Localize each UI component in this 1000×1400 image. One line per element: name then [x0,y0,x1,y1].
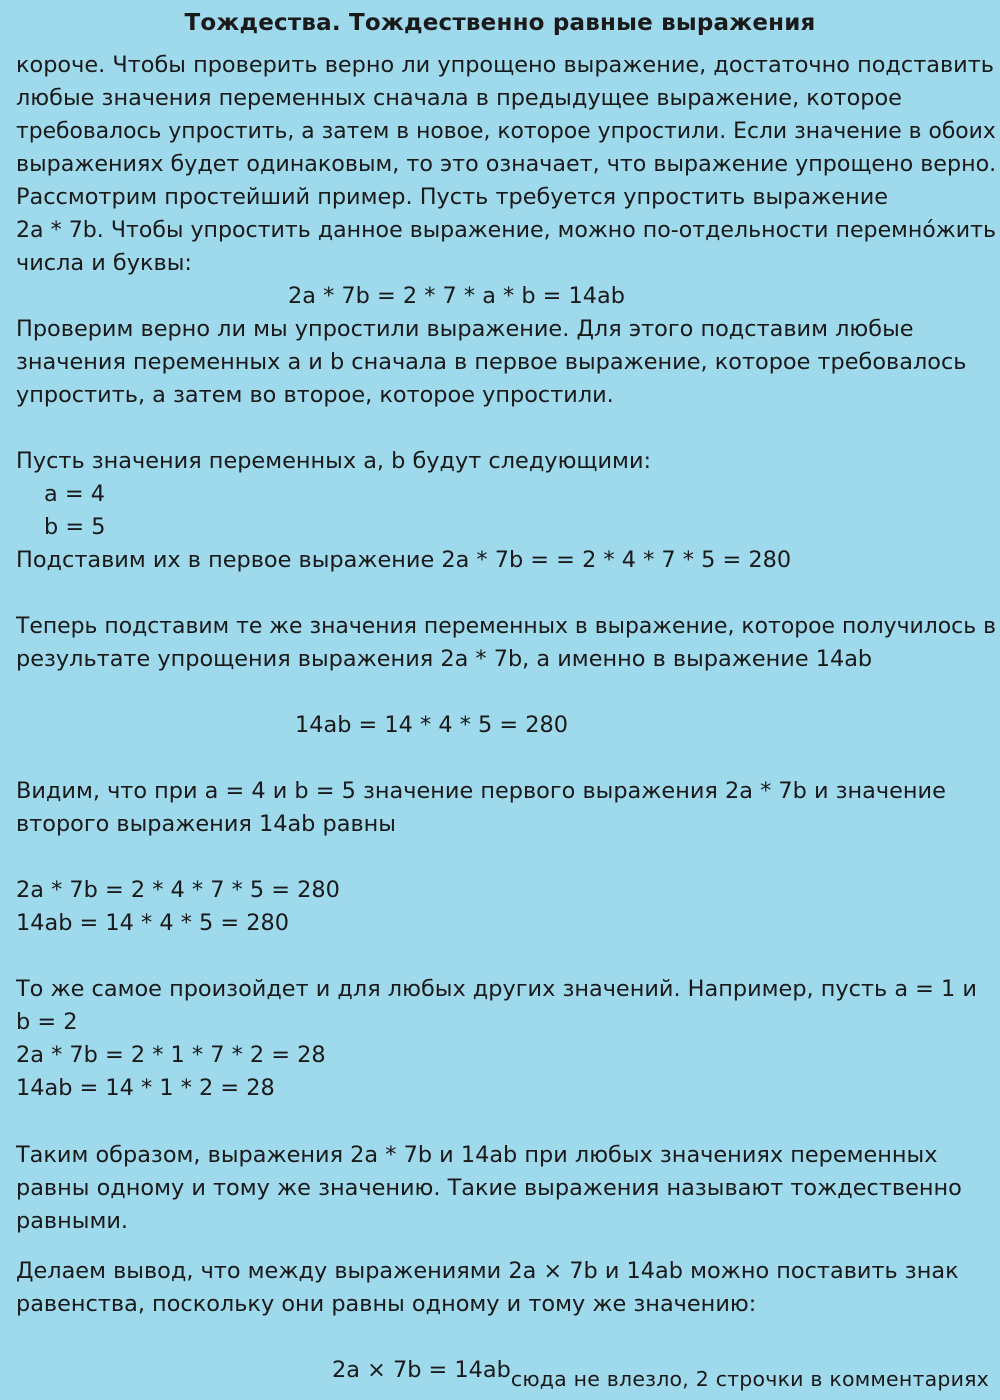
formula-line: 14ab = 14 * 1 * 2 = 28 [16,1075,275,1101]
text-line: Таким образом, выражения 2a * 7b и 14ab при любых значениях переменных [16,1142,938,1168]
text-line: равными. [16,1208,129,1234]
formula-line: 2a * 7b = 2 * 1 * 7 * 2 = 28 [16,1042,326,1068]
text-line: равенства, поскольку они равны одному и тому же значению: [16,1291,757,1317]
text-line: короче. Чтобы проверить верно ли упрощено выражение, достаточно подставить [16,52,994,78]
text-line: То же самое произойдет и для любых других значений. Например, пусть a = 1 и [16,976,977,1002]
text-line: выражениях будет одинаковым, то это означает, что выражение упрощено верно. [16,151,997,177]
text-line: Проверим верно ли мы упростили выражение. Для этого подставим любые [16,316,914,342]
text-line: Делаем вывод, что между выражениями 2a × 7b и 14ab можно поставить знак [16,1258,959,1284]
text-line: результате упрощения выражения 2a * 7b, а именно в выражение 14ab [16,646,873,672]
text-line: Рассмотрим простейший пример. Пусть требуется упростить выражение [16,184,889,210]
formula-line: 2a * 7b = 2 * 7 * a * b = 14ab [288,283,625,309]
formula-line: b = 5 [44,514,106,540]
page-title: Тождества. Тождественно равные выражения [184,10,816,36]
text-line: 2a * 7b. Чтобы упростить данное выражение, можно по-отдельности перемно́жить [16,217,996,243]
text-line: равны одному и тому же значению. Такие выражения называют тождественно [16,1175,962,1201]
text-line: Пусть значения переменных a, b будут следующими: [16,448,652,474]
formula-line: a = 4 [44,481,105,507]
text-line: Видим, что при a = 4 и b = 5 значение первого выражения 2a * 7b и значение [16,778,946,804]
text-line: любые значения переменных сначала в предыдущее выражение, которое [16,85,902,111]
formula-line: 14ab = 14 * 4 * 5 = 280 [16,910,289,936]
text-line: значения переменных a и b сначала в первое выражение, которое требовалось [16,349,967,375]
final-formula [332,1355,989,1391]
text-line: Подставим их в первое выражение 2a * 7b = = 2 * 4 * 7 * 5 = 280 [16,547,792,573]
text-line: упростить, а затем во второе, которое упростили. [16,382,614,408]
final-equation: 2a × 7b = 14ab [332,1357,511,1383]
formula-line: 14ab = 14 * 4 * 5 = 280 [295,712,568,738]
text-line: Теперь подставим те же значения переменных в выражение, которое получилось в [16,613,997,639]
text-line: второго выражения 14ab равны [16,811,396,837]
text-line: b = 2 [16,1009,78,1035]
overflow-note: сюда не влезло, 2 строчки в комментариях [510,1367,989,1391]
text-line: требовалось упростить, а затем в новое, которое упростили. Если значение в обоих [16,118,996,144]
formula-line: 2a * 7b = 2 * 4 * 7 * 5 = 280 [16,877,340,903]
text-line: числа и буквы: [16,250,192,276]
